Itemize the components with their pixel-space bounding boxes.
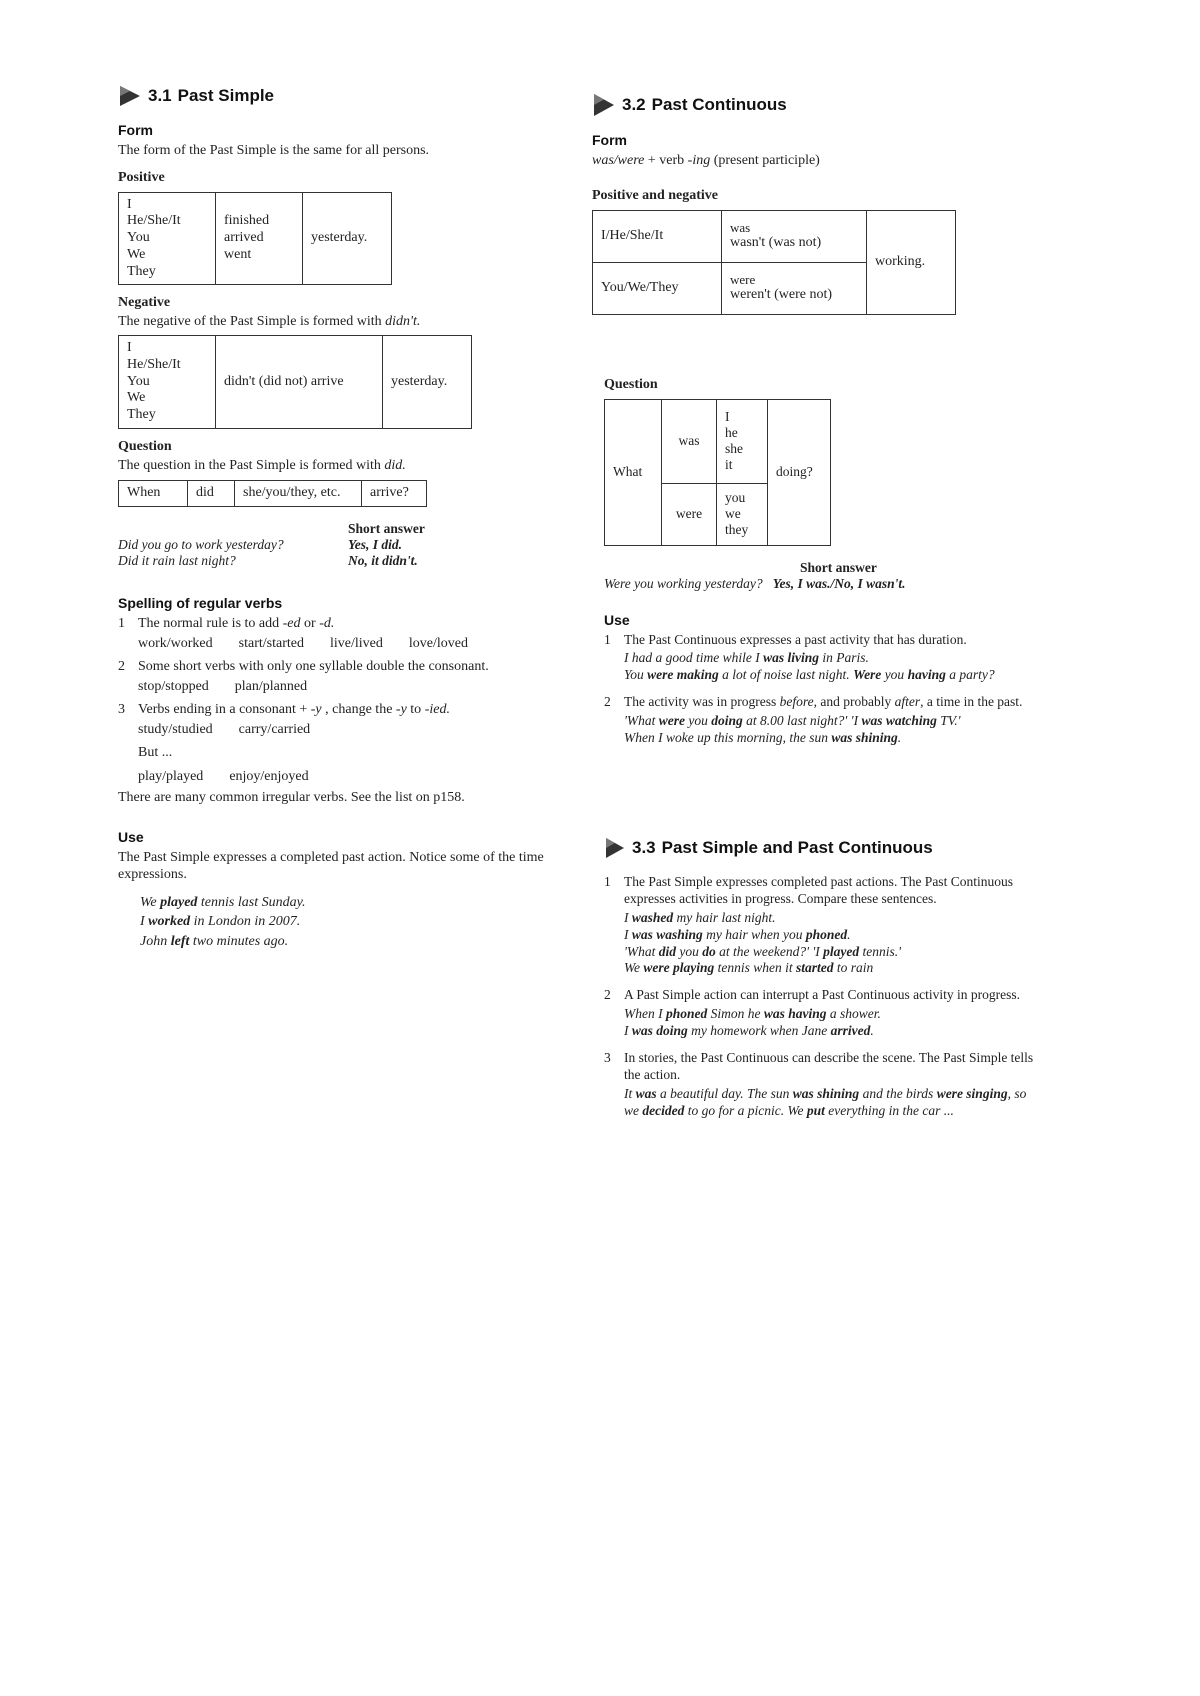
list-item: 2 A Past Simple action can interrupt a Past Continuous activity in progress. When I phoned Simon he was having a shower. I was doing my homework when Jane arrived. — [604, 987, 1040, 1040]
short-answer-heading: Short answer — [348, 521, 425, 537]
aux-cell: was wasn't (was not) — [722, 210, 867, 262]
subjects-cell: I He/She/It You We They — [119, 192, 216, 285]
sa-answer: No, it didn't. — [348, 553, 418, 569]
aux-cell: were weren't (were not) — [722, 262, 867, 314]
verb-cell: doing? — [768, 399, 831, 545]
example-sentence: I was washing my hair when you phoned. — [624, 926, 851, 942]
use-examples — [118, 894, 558, 951]
section-number: 3.2 — [622, 95, 646, 114]
example-sentence: 'What were you doing at 8.00 last night?' 'I was watching TV.' — [624, 713, 961, 728]
question-block — [592, 377, 1032, 747]
use-text: The Past Simple expresses a completed past action. Notice some of the time expressions. — [118, 849, 544, 883]
section-number: 3.1 — [148, 86, 172, 105]
question-heading: Question — [118, 438, 172, 454]
section-title: Past Simple — [177, 86, 275, 105]
time-cell: yesterday. — [383, 335, 472, 428]
spelling-list — [118, 615, 558, 785]
example-sentence: 'What did you do at the weekend?' 'I played tennis.' — [624, 943, 902, 959]
short-answer-block — [118, 521, 558, 569]
section-3-2 — [592, 92, 1032, 753]
form-heading: Form — [118, 122, 153, 138]
example-sentence: We were playing tennis when it started to rain — [624, 960, 874, 976]
question-table — [604, 399, 831, 546]
use-heading: Use — [118, 828, 144, 845]
list-item: 2 Some short verbs with only one syllable double the consonant. stop/stopped plan/planned — [118, 659, 489, 694]
section-number: 3.3 — [632, 838, 656, 857]
pos-neg-table — [592, 210, 956, 315]
negative-text: The negative of the Past Simple is formed with didn't. — [118, 314, 421, 330]
sa-question: Did it rain last night? — [118, 553, 236, 569]
example-sentence: I had a good time while I was living in Paris. — [624, 650, 869, 666]
verb-cell: working. — [867, 210, 956, 314]
form-text: was/were + verb -ing (present participle) — [592, 153, 820, 168]
positive-heading: Positive — [118, 169, 165, 185]
wh-cell: When — [119, 481, 188, 507]
aux-cell: were — [662, 483, 717, 545]
section-heading — [118, 84, 558, 108]
section-heading — [592, 92, 1032, 118]
section-3-3 — [604, 836, 1040, 1125]
example-sentence: When I woke up this morning, the sun was shining. — [624, 729, 902, 745]
verb-cell: didn't (did not) arrive — [216, 335, 383, 428]
short-answer-block — [604, 560, 1032, 592]
aux-cell: did — [188, 481, 235, 507]
section-3-1 — [118, 84, 558, 950]
arrow-icon — [604, 836, 626, 860]
subject-cell: you we they — [717, 483, 768, 545]
arrow-icon — [592, 92, 616, 118]
verb-cell: arrive? — [362, 481, 427, 507]
example-sentence: You were making a lot of noise last night. Were you having a party? — [624, 667, 995, 683]
example-sentence: John left two minutes ago. — [140, 933, 289, 949]
example-sentence: I worked in London in 2007. — [140, 914, 301, 930]
subject-cell: You/We/They — [593, 262, 722, 314]
use-heading: Use — [604, 611, 630, 628]
section-title: Past Continuous — [651, 95, 787, 114]
sa-answer: Yes, I was./No, I wasn't. — [772, 575, 906, 591]
sa-question: Were you working yesterday? — [604, 575, 763, 591]
question-heading: Question — [604, 376, 658, 392]
list-item: 1 The Past Continuous expresses a past activity that has duration. I had a good time while I was living in Paris. You were making a lot of noise last night. Were you having a party? — [604, 632, 1032, 685]
question-table — [118, 480, 427, 507]
example-sentence: When I phoned Simon he was having a shower. — [624, 1006, 881, 1022]
list-item: 2 The activity was in progress before, and probably after, a time in the past. 'What were you doing at 8.00 last night?' 'I was watching TV.' When I woke up this morning, the sun was shining. — [604, 694, 1032, 747]
spelling-heading: Spelling of regular verbs — [118, 595, 283, 612]
section-title: Past Simple and Past Continuous — [661, 838, 933, 857]
wh-cell: What — [605, 399, 662, 545]
form-text: The form of the Past Simple is the same for all persons. — [118, 143, 430, 158]
negative-table — [118, 335, 472, 429]
time-cell: yesterday. — [303, 192, 392, 285]
comparison-list — [604, 874, 1040, 1119]
sa-answer: Yes, I did. — [348, 537, 402, 553]
example-sentence: I was doing my homework when Jane arrived. — [624, 1023, 874, 1038]
example-sentence: We played tennis last Sunday. — [140, 894, 306, 910]
question-text: The question in the Past Simple is formed with did. — [118, 457, 406, 473]
short-answer-row — [604, 576, 1032, 592]
negative-heading: Negative — [118, 295, 171, 311]
aux-cell: was — [662, 399, 717, 483]
subject-cell: I/He/She/It — [593, 210, 722, 262]
arrow-icon — [118, 84, 142, 108]
pos-neg-heading: Positive and negative — [592, 187, 718, 203]
irregular-note: There are many common irregular verbs. See the list on p158. — [118, 790, 465, 806]
list-item: 1 The Past Simple expresses completed past actions. The Past Continuous expresses activities in progress. Compare these sentences. I washed my hair last night. I was washing my hair when you phoned. 'What did you do at the weekend?' 'I played tennis.' We were playing tennis when it started to rain — [604, 874, 1040, 977]
list-item: 1 The normal rule is to add -ed or -d. work/worked start/started live/lived love/loved — [118, 616, 468, 651]
form-heading: Form — [592, 132, 627, 148]
subject-cell: I he she it — [717, 399, 768, 483]
positive-table — [118, 192, 392, 286]
use-list — [604, 632, 1032, 747]
sa-question: Did you go to work yesterday? — [118, 537, 284, 553]
subjects-cell: I He/She/It You We They — [119, 335, 216, 428]
short-answer-heading: Short answer — [800, 559, 877, 575]
subject-cell: she/you/they, etc. — [235, 481, 362, 507]
example-sentence: It was a beautiful day. The sun was shining and the birds were singing, so we decided to go for a picnic. We put everything in the car ... — [624, 1085, 1027, 1118]
list-item: 3 Verbs ending in a consonant + -y , change the -y to -ied. study/studied carry/carried But ... play/played enjoy/enjoyed — [118, 702, 450, 784]
verbs-cell: finished arrived went — [216, 192, 303, 285]
section-heading — [604, 836, 1040, 860]
example-sentence: I washed my hair last night. — [624, 909, 776, 925]
list-item: 3 In stories, the Past Continuous can describe the scene. The Past Simple tells the action. It was a beautiful day. The sun was shining and the birds were singing, so we decided to go for a picnic. We put everything in the car ... — [604, 1050, 1040, 1120]
